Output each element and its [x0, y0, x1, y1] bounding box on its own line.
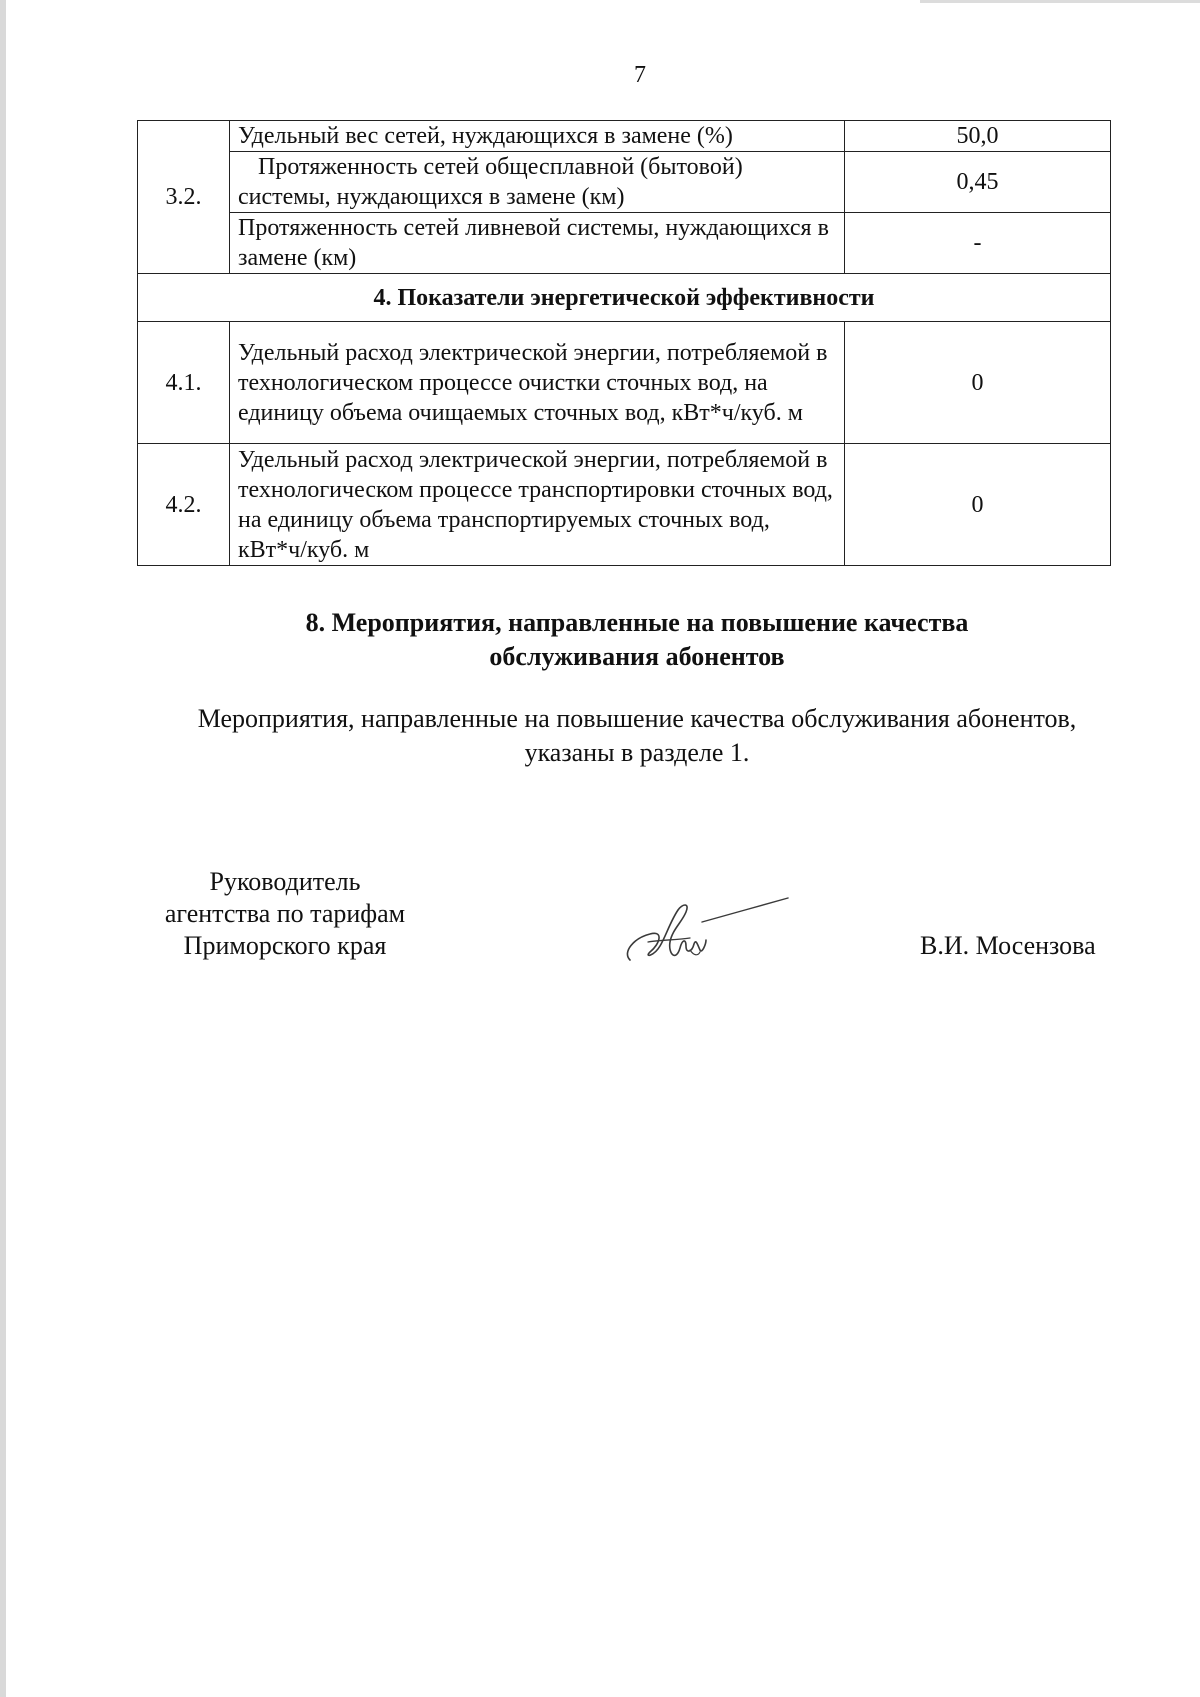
row-number-cell: 4.1. — [138, 322, 230, 444]
indicator-name-cell — [230, 152, 845, 213]
section-8-heading-line: 8. Мероприятия, направленные на повышение качества — [305, 608, 969, 637]
indicator-name-cell: Удельный расход электрической энергии, потребляемой в технологическом процессе транспортировки сточных вод, на единицу объема транспортируемых сточных вод, кВт*ч/куб. м — [230, 444, 845, 566]
table-row — [138, 444, 1111, 566]
indicator-value-cell: 0 — [845, 444, 1111, 566]
row-number-cell — [138, 121, 230, 274]
signatory-name: В.И. Мосензова — [920, 931, 1096, 960]
page-number: 7 — [634, 62, 646, 88]
indicator-value-cell: 0,45 — [845, 152, 1111, 213]
table-row — [138, 152, 1111, 213]
scan-left-edge — [0, 0, 6, 1697]
table-row — [138, 322, 1111, 444]
indicator-value-cell: 50,0 — [845, 121, 1111, 152]
signatory-position-line: Руководитель — [209, 867, 361, 896]
section-8-text-line: Мероприятия, направленные на повышение качества обслуживания абонентов, — [197, 704, 1077, 733]
indicator-name: Протяженность сетей общесплавной (бытовой) системы, нуждающихся в замене (км) — [238, 154, 743, 210]
signatory-position-line: агентства по тарифам — [164, 899, 406, 928]
indicator-name-cell: Протяженность сетей ливневой системы, нуждающихся в замене (км) — [230, 213, 845, 274]
indicator-name-cell: Удельный вес сетей, нуждающихся в замене (%) — [230, 121, 845, 152]
section-4-title: 4. Показатели энергетической эффективности — [138, 274, 1111, 322]
row-number-cell: 4.2. — [138, 444, 230, 566]
indicators-table — [137, 120, 1111, 566]
section-8-text-line: указаны в разделе 1. — [524, 738, 750, 767]
indicator-name-cell: Удельный расход электрической энергии, потребляемой в технологическом процессе очистки сточных вод, на единицу объема очищаемых сточных вод, кВт*ч/куб. м — [230, 322, 845, 444]
section-8-text — [137, 702, 1137, 770]
section-header-row — [138, 274, 1111, 322]
handwritten-signature — [620, 882, 800, 972]
signatory-position — [140, 866, 430, 962]
section-8-heading-line: обслуживания абонентов — [489, 642, 785, 671]
indicator-value-cell: - — [845, 213, 1111, 274]
signatory-position-line: Приморского края — [183, 931, 387, 960]
table-row — [138, 213, 1111, 274]
row-number: 3.2. — [165, 184, 202, 210]
scan-top-edge — [920, 0, 1200, 3]
table-row — [138, 121, 1111, 152]
indicator-value-cell: 0 — [845, 322, 1111, 444]
section-8-heading — [137, 606, 1137, 674]
